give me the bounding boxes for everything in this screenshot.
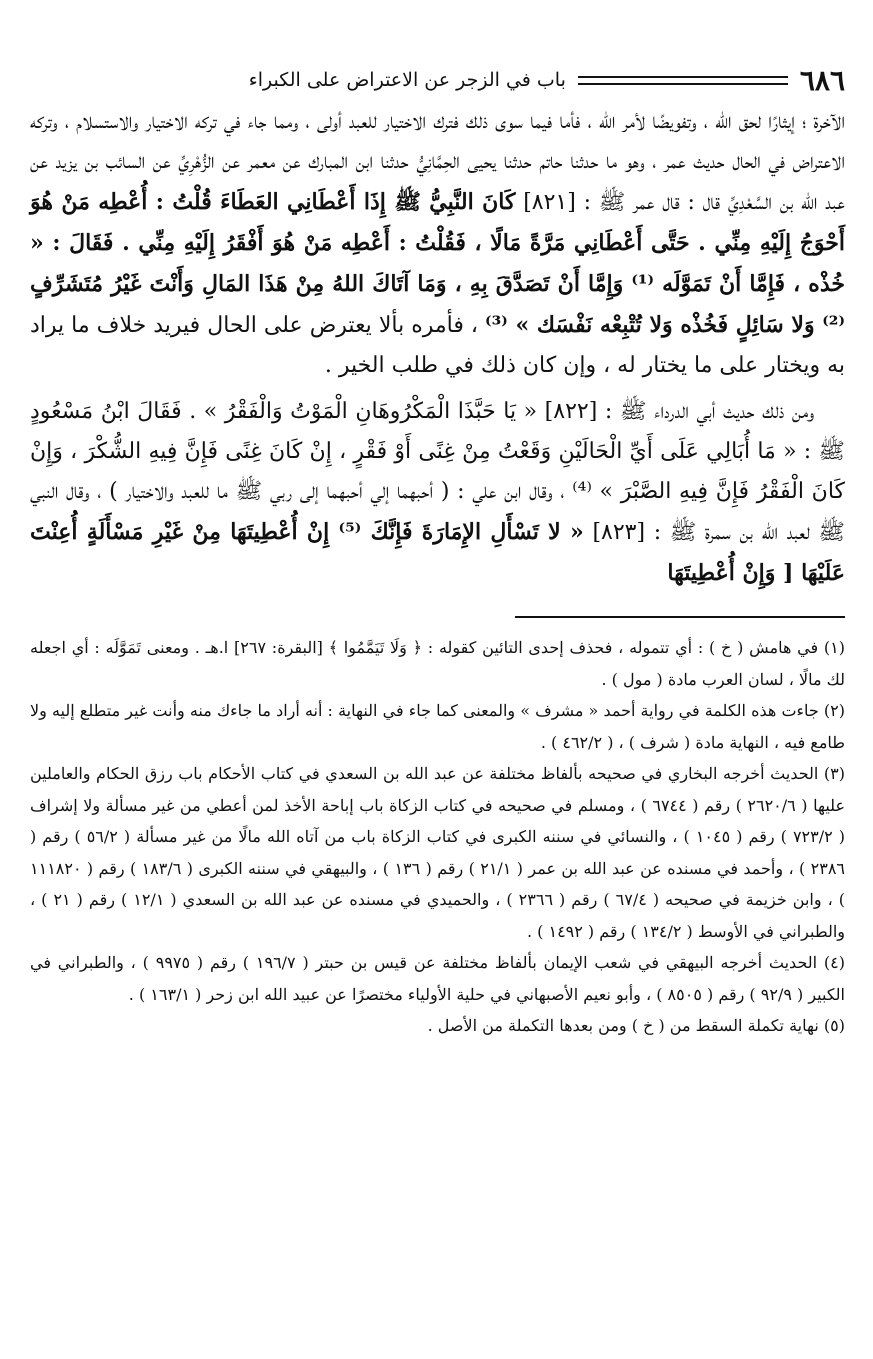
header-rule bbox=[578, 76, 788, 85]
running-title: باب في الزجر عن الاعتراض على الكبراء bbox=[248, 69, 566, 91]
main-text bbox=[30, 102, 845, 594]
page-number: ٦٨٦ bbox=[799, 63, 845, 97]
footnote: (٣) الحديث أخرجه البخاري في صحيحه بألفاظ مختلفة عن عبد الله بن السعدي في كتاب الأحكام باب رزق الحكام والعاملين عليها ( ٢٦٢٠/٦ ) رقم ( ٦٧٤٤ ) ، ومسلم في صحيحه في كتاب الزكاة باب إباحة الأخذ لمن أعطي من غير مسألة ولا إشراف ( ٧٢٣/٢ ) رقم ( ١٠٤٥ ) ، والنسائي في سننه الكبرى في كتاب الزكاة باب من آتاه الله مالًا من غير مسألة ( ٥٦/٢ ) رقم ( ٢٣٨٦ ) ، وأحمد في مسنده عن عبد الله بن عمر ( ٢١/١ ) رقم ( ١٣٦ ) ، والبيهقي في سننه الكبرى ( ١٨٣/٦ ) رقم ( ١١١٨٢٠ ) ، وابن خزيمة في صحيحه ( ٦٧/٤ ) رقم ( ٢٣٦٦ ) ، والحميدي في مسنده عن عبد الله بن السعدي ( ١٢/١ ) رقم ( ٢١ ) ، والطبراني في الأوسط ( ١٣٤/٢ ) رقم ( ١٤٩٢ ) . bbox=[30, 764, 846, 941]
hadith-text: كَانَ النَّبِيُّ ﷺ إِذَا أَعْطَانِي العَطَاءَ قُلْتُ : أُعْطِه مَنْ هُوَ أَحْوَجُ إِلَيْهِ مِنِّي . حَتَّى أَعْطَانِي مَرَّةً مَالًا ، فَقُلْتُ : أَعْطِه مَنْ هُوَ أَفْقَرُ إِلَيْهِ مِنِّي . فَقَالَ : « خُذْه ، فَإِمَّا أَنْ تَمَوَّلَه ⁽¹⁾ وَإِمَّا أَنْ تَصَدَّقَ بِهِ ، وَمَا آتَاكَ اللهُ مِنْ هَذَا المَالِ وَأَنْتَ غَيْرُ مُتَشَرِّفٍ ⁽²⁾ وَلا سَائِلٍ فَخُذْه وَلا تُتْبِعْه نَفْسَك » ⁽³⁾ bbox=[30, 189, 845, 338]
footnote: (٥) نهاية تكملة السقط من ( خ ) ومن بعدها التكملة من الأصل . bbox=[427, 1016, 845, 1035]
paragraph bbox=[30, 102, 845, 386]
paragraph bbox=[30, 392, 845, 594]
text-segment: الآخرة ؛ إيثارًا لحق الله ، وتفويضًا لأمر الله ، فأما فيما سوى ذلك فترك الاختيار للعبد أولى ، ومما جاء في تركه الاختيار والاستسلام ، وتركه الاعتراض في الحال حديث عمر ، وهو ما حدثنا حاتم حدثنا يحيى الحِمَّانِيُّ حدثنا ابن المبارك عن معمر عن الزُّهْرِيِّ عن السائب بن يزيد عن عبد الله بن السَّعْدِيِّ قال : قال عمر ﷺ : [٨٢١] bbox=[30, 109, 845, 215]
text-segment: ، فأمره بألا يعترض على الحال فيريد خلاف ما يراد به ويختار على ما يختار له ، وإن كان ذلك في طلب الخير . bbox=[30, 313, 845, 378]
footnote: (٢) جاءت هذه الكلمة في رواية أحمد « مشرف » والمعنى كما جاء في النهاية : أنه أراد ما جاءك منه وأنت غير متطلع إليه ولا طامع فيه ، النهاية مادة ( شرف ) ، ( ٤٦٢/٢ ) . bbox=[30, 701, 845, 752]
footnotes bbox=[30, 632, 845, 1042]
hadith-text: « لا تَسْأَلِ الإِمَارَةَ فَإِنَّكَ ⁽⁵⁾ إِنْ أُعْطِيتَهَا مِنْ غَيْرِ مَسْأَلَةٍ أُعِنْتَ عَلَيْهَا [ وَإِنْ أُعْطِيتَهَا bbox=[30, 519, 845, 586]
page-header bbox=[30, 60, 845, 100]
book-page bbox=[30, 60, 845, 1340]
footnote: (٤) الحديث أخرجه البيهقي في شعب الإيمان بألفاظ مختلفة عن قيس بن حبتر ( ١٩٦/٧ ) رقم ( ٩٩٧٥ ) ، والطبراني في الكبير ( ٩٢/٩ ) رقم ( ٨٥٠٥ ) ، وأبو نعيم الأصبهاني في حلية الأولياء مختصرًا عن عبيد الله ابن زحر ( ١٦٣/١ ) . bbox=[30, 953, 846, 1004]
footnote: (١) في هامش ( خ ) : أي تتموله ، فحذف إحدى التائين كقوله : ﴿ وَلَا تَيَمَّمُوا ﴾ [البقرة: ٢٦٧] ا.هـ . ومعنى تَمَوَّلَه : أي اجعله لك مالًا ، لسان العرب مادة ( مول ) . bbox=[30, 638, 846, 689]
text-segment: ومن ذلك حديث أبي الدرداء ﷺ : [٨٢٢] « يَا حَبَّذَا الْمَكْرُوهَانِ الْمَوْتُ وَالْفَقْرُ » . فَقَالَ ابْنُ مَسْعُودٍ ﷺ : « مَا أُبَالِي عَلَى أَيِّ الْحَالَيْنِ وَقَعْتُ مِنْ غِنًى أَوْ فَقْرٍ ، إِنْ كَانَ غِنًى فَإِنَّ فِيهِ الشُّكْرَ ، وَإِنْ كَانَ الْفَقْرُ فَإِنَّ فِيهِ الصَّبْرَ » ⁽⁴⁾ ، وقال ابن علي : ( أحبهما إلي أحبهما إلى ربي ﷺ ما للعبد والاختيار ) ، وقال النبي ﷺ لعبد الله بن سمرة ﷺ : [٨٢٣] bbox=[30, 399, 846, 545]
footnote-separator bbox=[515, 616, 845, 618]
